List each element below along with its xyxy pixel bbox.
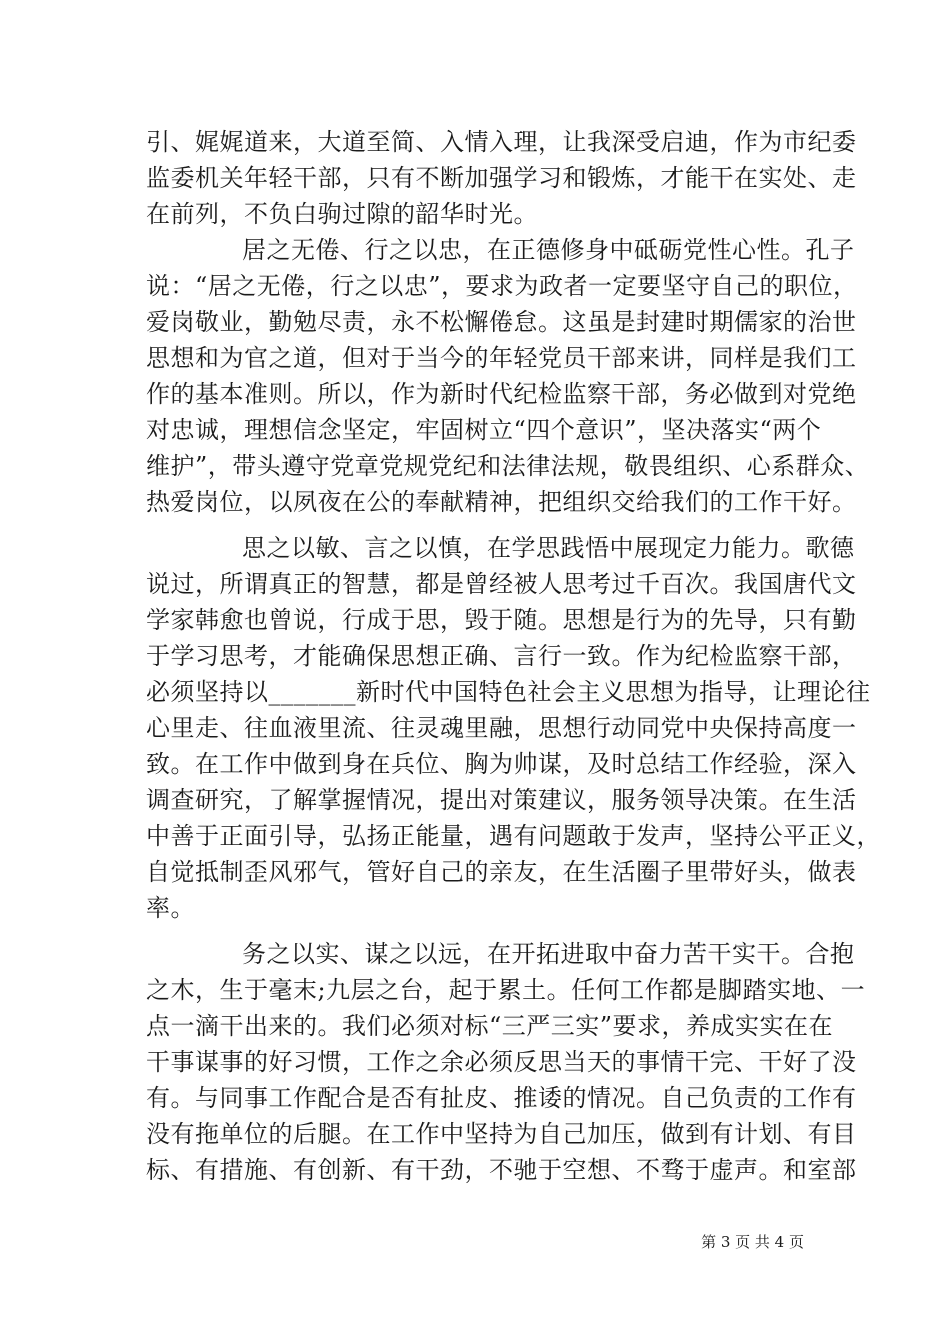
text-line: 学家韩愈也曾说，行成于思，毁于随。思想是行为的先导，只有勤 — [146, 606, 857, 634]
text-line: 说过，所谓真正的智慧，都是曾经被人思考过千百次。我国唐代文 — [146, 570, 857, 598]
text-line: 于学习思考，才能确保思想正确、言行一致。作为纪检监察干部， — [146, 642, 857, 670]
text-line: 标、有措施、有创新、有干劲，不驰于空想、不骛于虚声。和室部 — [146, 1156, 857, 1184]
paragraph-start-line: 思之以敏、言之以慎，在学思践悟中展现定力能力。歌德 — [242, 534, 855, 562]
text-line: 监委机关年轻干部，只有不断加强学习和锻炼，才能干在实处、走 — [146, 164, 857, 192]
text-line: 调查研究，了解掌握情况，提出对策建议，服务领导决策。在生活 — [146, 786, 857, 814]
paragraph-start-line: 居之无倦、行之以忠，在正德修身中砥砺党性心性。孔子 — [242, 236, 855, 264]
text-line: 点一滴干出来的。我们必须对标“三严三实”要求，养成实实在在 — [146, 1012, 834, 1040]
text-line: 干事谋事的好习惯，工作之余必须反思当天的事情干完、干好了没 — [146, 1048, 857, 1076]
text-line: 爱岗敬业，勤勉尽责，永不松懈倦怠。这虽是封建时期儒家的治世 — [146, 308, 857, 336]
text-line: 对忠诚，理想信念坚定，牢固树立“四个意识”，坚决落实“两个 — [146, 416, 822, 444]
page-number-footer: 第 3 页 共 4 页 — [701, 1233, 804, 1251]
text-line: 致。在工作中做到身在兵位、胸为帅谋，及时总结工作经验，深入 — [146, 750, 857, 778]
text-line: 之木，生于毫末;九层之台，起于累土。任何工作都是脚踏实地、一 — [146, 976, 866, 1004]
text-line: 思想和为官之道，但对于当今的年轻党员干部来讲，同样是我们工 — [146, 344, 857, 372]
text-line: 在前列，不负白驹过隙的韶华时光。 — [146, 200, 538, 228]
text-line: 心里走、往血液里流、往灵魂里融，思想行动同党中央保持高度一 — [146, 714, 857, 742]
text-line: 中善于正面引导，弘扬正能量，遇有问题敢于发声，坚持公平正义， — [146, 822, 881, 850]
text-line: 维护”，带头遵守党章党规党纪和法律法规，敬畏组织、心系群众、 — [146, 452, 870, 480]
text-line: 有。与同事工作配合是否有扯皮、推诿的情况。自己负责的工作有 — [146, 1084, 857, 1112]
text-line: 热爱岗位，以夙夜在公的奉献精神，把组织交给我们的工作干好。 — [146, 488, 857, 516]
text-line: 作的基本准则。所以，作为新时代纪检监察干部，务必做到对党绝 — [146, 380, 857, 408]
text-line: 自觉抵制歪风邪气，管好自己的亲友，在生活圈子里带好头，做表 — [146, 858, 857, 886]
paragraph-start-line: 务之以实、谋之以远，在开拓进取中奋力苦干实干。合抱 — [242, 940, 855, 968]
text-line: 没有拖单位的后腿。在工作中坚持为自己加压，做到有计划、有目 — [146, 1120, 857, 1148]
text-line: 必须坚持以_______新时代中国特色社会主义思想为指导，让理论往 — [146, 678, 871, 706]
text-line: 引、娓娓道来，大道至简、入情入理，让我深受启迪，作为市纪委 — [146, 128, 857, 156]
text-line: 率。 — [146, 894, 195, 922]
text-line: 说：“居之无倦，行之以忠”，要求为政者一定要坚守自己的职位， — [146, 272, 858, 300]
